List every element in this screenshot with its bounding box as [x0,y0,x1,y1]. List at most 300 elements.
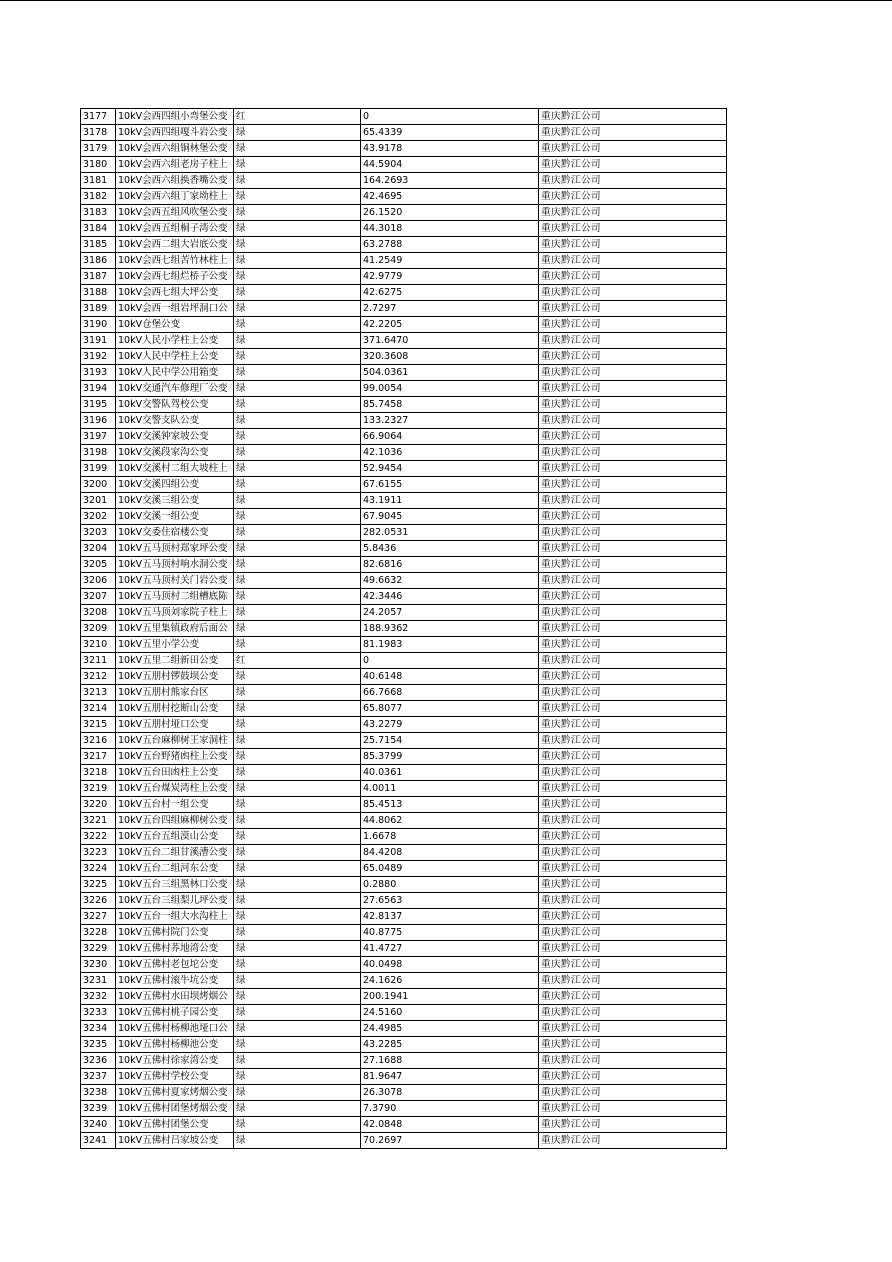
company-cell: 重庆黔江公司 [539,909,727,925]
table-row [81,813,727,829]
table-row [81,797,727,813]
table-row [81,605,727,621]
table-row [81,1037,727,1053]
status-cell: 绿 [234,733,361,749]
company-cell: 重庆黔江公司 [539,1133,727,1149]
row-id-cell: 3206 [81,573,116,589]
row-id-cell: 3223 [81,845,116,861]
row-id-cell: 3180 [81,157,116,173]
status-cell: 绿 [234,957,361,973]
row-id-cell: 3232 [81,989,116,1005]
value-cell: 70.2697 [361,1133,539,1149]
row-id-cell: 3217 [81,749,116,765]
row-id-cell: 3226 [81,893,116,909]
company-cell: 重庆黔江公司 [539,109,727,125]
transformer-name-cell: 10kV五佛村院门公变 [116,925,234,941]
transformer-name-cell: 10kV五台三组黑林口公变 [116,877,234,893]
company-cell: 重庆黔江公司 [539,957,727,973]
status-cell: 绿 [234,397,361,413]
row-id-cell: 3204 [81,541,116,557]
table-row [81,557,727,573]
row-id-cell: 3187 [81,269,116,285]
transformer-name-cell: 10kV交警支队公变 [116,413,234,429]
table-row [81,301,727,317]
status-cell: 绿 [234,413,361,429]
transformer-name-cell: 10kV人民小学柱上公变 [116,333,234,349]
value-cell: 24.5160 [361,1005,539,1021]
transformer-name-cell: 10kV五台二组甘溪漕公变 [116,845,234,861]
row-id-cell: 3224 [81,861,116,877]
company-cell: 重庆黔江公司 [539,733,727,749]
company-cell: 重庆黔江公司 [539,605,727,621]
table-row [81,685,727,701]
company-cell: 重庆黔江公司 [539,333,727,349]
value-cell: 26.3078 [361,1085,539,1101]
table-row [81,365,727,381]
transformer-name-cell: 10kV五马顶刘家院子柱上 [116,605,234,621]
table-body [81,109,727,1149]
company-cell: 重庆黔江公司 [539,157,727,173]
status-cell: 绿 [234,445,361,461]
table-row [81,957,727,973]
table-row [81,829,727,845]
transformer-name-cell: 10kV五佛村吕家坡公变 [116,1133,234,1149]
table-row [81,205,727,221]
company-cell: 重庆黔江公司 [539,1005,727,1021]
transformer-name-cell: 10kV会西一组岩坪洞口公 [116,301,234,317]
company-cell: 重庆黔江公司 [539,973,727,989]
status-cell: 绿 [234,781,361,797]
table-row [81,349,727,365]
value-cell: 27.1688 [361,1053,539,1069]
table-row [81,749,727,765]
value-cell: 42.9779 [361,269,539,285]
transformer-name-cell: 10kV交溪一组公变 [116,509,234,525]
status-cell: 绿 [234,685,361,701]
company-cell: 重庆黔江公司 [539,621,727,637]
table-row [81,125,727,141]
status-cell: 绿 [234,573,361,589]
value-cell: 43.1911 [361,493,539,509]
company-cell: 重庆黔江公司 [539,541,727,557]
status-cell: 绿 [234,605,361,621]
transformer-name-cell: 10kV交警队驾校公变 [116,397,234,413]
status-cell: 绿 [234,877,361,893]
table-row [81,381,727,397]
status-cell: 绿 [234,1085,361,1101]
row-id-cell: 3234 [81,1021,116,1037]
company-cell: 重庆黔江公司 [539,893,727,909]
transformer-name-cell: 10kV五佛村水田坝烤烟公 [116,989,234,1005]
value-cell: 7.3790 [361,1101,539,1117]
table-row [81,461,727,477]
row-id-cell: 3202 [81,509,116,525]
value-cell: 81.9647 [361,1069,539,1085]
value-cell: 5.8436 [361,541,539,557]
status-cell: 绿 [234,1053,361,1069]
value-cell: 0 [361,653,539,669]
status-cell: 绿 [234,157,361,173]
row-id-cell: 3235 [81,1037,116,1053]
table-row [81,653,727,669]
value-cell: 65.8077 [361,701,539,717]
value-cell: 24.1626 [361,973,539,989]
status-cell: 绿 [234,525,361,541]
value-cell: 49.6632 [361,573,539,589]
table-row [81,525,727,541]
company-cell: 重庆黔江公司 [539,765,727,781]
company-cell: 重庆黔江公司 [539,989,727,1005]
value-cell: 40.0361 [361,765,539,781]
value-cell: 43.2279 [361,717,539,733]
table-row [81,701,727,717]
transformer-name-cell: 10kV交委住宿楼公变 [116,525,234,541]
company-cell: 重庆黔江公司 [539,141,727,157]
company-cell: 重庆黔江公司 [539,365,727,381]
status-cell: 绿 [234,829,361,845]
status-cell: 绿 [234,1005,361,1021]
value-cell: 84.4208 [361,845,539,861]
table-row [81,1117,727,1133]
value-cell: 40.0498 [361,957,539,973]
table-row [81,1005,727,1021]
table-row [81,509,727,525]
company-cell: 重庆黔江公司 [539,1021,727,1037]
transformer-name-cell: 10kV五佛村老包坨公变 [116,957,234,973]
company-cell: 重庆黔江公司 [539,461,727,477]
company-cell: 重庆黔江公司 [539,557,727,573]
transformer-name-cell: 10kV五里二组新田公变 [116,653,234,669]
row-id-cell: 3196 [81,413,116,429]
table-row [81,109,727,125]
row-id-cell: 3214 [81,701,116,717]
value-cell: 66.7668 [361,685,539,701]
status-cell: 绿 [234,253,361,269]
status-cell: 红 [234,109,361,125]
value-cell: 282.0531 [361,525,539,541]
company-cell: 重庆黔江公司 [539,1069,727,1085]
transformer-name-cell: 10kV五台五组漠山公变 [116,829,234,845]
row-id-cell: 3231 [81,973,116,989]
row-id-cell: 3177 [81,109,116,125]
row-id-cell: 3228 [81,925,116,941]
company-cell: 重庆黔江公司 [539,429,727,445]
value-cell: 81.1983 [361,637,539,653]
value-cell: 0 [361,109,539,125]
status-cell: 绿 [234,941,361,957]
value-cell: 371.6470 [361,333,539,349]
row-id-cell: 3199 [81,461,116,477]
row-id-cell: 3221 [81,813,116,829]
row-id-cell: 3219 [81,781,116,797]
transformer-name-cell: 10kV五佛村徐家湾公变 [116,1053,234,1069]
value-cell: 66.9064 [361,429,539,445]
transformer-name-cell: 10kV五台三组梨儿坪公变 [116,893,234,909]
status-cell: 绿 [234,493,361,509]
status-cell: 绿 [234,589,361,605]
table-row [81,253,727,269]
row-id-cell: 3239 [81,1101,116,1117]
table-row [81,445,727,461]
value-cell: 42.0848 [361,1117,539,1133]
transformer-name-cell: 10kV交溪四组公变 [116,477,234,493]
status-cell: 绿 [234,861,361,877]
table-row [81,1101,727,1117]
table-row [81,477,727,493]
company-cell: 重庆黔江公司 [539,477,727,493]
transformer-name-cell: 10kV五里集镇政府后面公 [116,621,234,637]
row-id-cell: 3216 [81,733,116,749]
transformer-name-cell: 10kV五台一组大水沟柱上 [116,909,234,925]
table-row [81,893,727,909]
row-id-cell: 3192 [81,349,116,365]
status-cell: 绿 [234,797,361,813]
value-cell: 26.1520 [361,205,539,221]
value-cell: 320.3608 [361,349,539,365]
value-cell: 40.8775 [361,925,539,941]
status-cell: 绿 [234,317,361,333]
transformer-name-cell: 10kV五台二组河东公变 [116,861,234,877]
company-cell: 重庆黔江公司 [539,285,727,301]
row-id-cell: 3230 [81,957,116,973]
row-id-cell: 3241 [81,1133,116,1149]
row-id-cell: 3191 [81,333,116,349]
table-row [81,1085,727,1101]
company-cell: 重庆黔江公司 [539,829,727,845]
company-cell: 重庆黔江公司 [539,685,727,701]
company-cell: 重庆黔江公司 [539,701,727,717]
company-cell: 重庆黔江公司 [539,509,727,525]
table-row [81,925,727,941]
company-cell: 重庆黔江公司 [539,781,727,797]
value-cell: 200.1941 [361,989,539,1005]
table-row [81,397,727,413]
row-id-cell: 3194 [81,381,116,397]
company-cell: 重庆黔江公司 [539,925,727,941]
row-id-cell: 3205 [81,557,116,573]
transformer-name-cell: 10kV交通汽车修理厂公变 [116,381,234,397]
value-cell: 63.2788 [361,237,539,253]
row-id-cell: 3220 [81,797,116,813]
value-cell: 65.4339 [361,125,539,141]
value-cell: 67.9045 [361,509,539,525]
company-cell: 重庆黔江公司 [539,253,727,269]
table-row [81,765,727,781]
table-row [81,157,727,173]
company-cell: 重庆黔江公司 [539,669,727,685]
row-id-cell: 3179 [81,141,116,157]
status-cell: 绿 [234,237,361,253]
table-row [81,877,727,893]
transformer-name-cell: 10kV五朋村挖断山公变 [116,701,234,717]
transformer-name-cell: 10kV会西六组铜林堡公变 [116,141,234,157]
value-cell: 85.4513 [361,797,539,813]
row-id-cell: 3240 [81,1117,116,1133]
row-id-cell: 3215 [81,717,116,733]
value-cell: 42.8137 [361,909,539,925]
value-cell: 44.3018 [361,221,539,237]
company-cell: 重庆黔江公司 [539,445,727,461]
table-row [81,1069,727,1085]
row-id-cell: 3203 [81,525,116,541]
value-cell: 44.8062 [361,813,539,829]
table-row [81,669,727,685]
status-cell: 绿 [234,765,361,781]
transformer-name-cell: 10kV五佛村学校公变 [116,1069,234,1085]
company-cell: 重庆黔江公司 [539,813,727,829]
status-cell: 绿 [234,845,361,861]
company-cell: 重庆黔江公司 [539,637,727,653]
company-cell: 重庆黔江公司 [539,125,727,141]
table-row [81,781,727,797]
value-cell: 43.2285 [361,1037,539,1053]
value-cell: 188.9362 [361,621,539,637]
status-cell: 绿 [234,349,361,365]
status-cell: 绿 [234,1101,361,1117]
status-cell: 绿 [234,365,361,381]
transformer-name-cell: 10kV五马顶村响水洞公变 [116,557,234,573]
status-cell: 绿 [234,557,361,573]
transformer-name-cell: 10kV五佛村桃子园公变 [116,1005,234,1021]
company-cell: 重庆黔江公司 [539,941,727,957]
company-cell: 重庆黔江公司 [539,189,727,205]
value-cell: 44.5904 [361,157,539,173]
status-cell: 绿 [234,477,361,493]
row-id-cell: 3200 [81,477,116,493]
status-cell: 绿 [234,125,361,141]
status-cell: 绿 [234,1069,361,1085]
table-row [81,493,727,509]
value-cell: 42.3446 [361,589,539,605]
company-cell: 重庆黔江公司 [539,381,727,397]
status-cell: 绿 [234,1021,361,1037]
status-cell: 绿 [234,429,361,445]
row-id-cell: 3178 [81,125,116,141]
status-cell: 绿 [234,381,361,397]
status-cell: 绿 [234,669,361,685]
value-cell: 41.4727 [361,941,539,957]
transformer-name-cell: 10kV会西四组小弯堡公变 [116,109,234,125]
value-cell: 25.7154 [361,733,539,749]
transformer-name-cell: 10kV五台野猪凼柱上公变 [116,749,234,765]
table-row [81,573,727,589]
value-cell: 42.2205 [361,317,539,333]
company-cell: 重庆黔江公司 [539,1053,727,1069]
company-cell: 重庆黔江公司 [539,877,727,893]
company-cell: 重庆黔江公司 [539,845,727,861]
value-cell: 85.3799 [361,749,539,765]
table-row [81,1133,727,1149]
table-row [81,1053,727,1069]
transformer-name-cell: 10kV五马顶村郑家坪公变 [116,541,234,557]
row-id-cell: 3197 [81,429,116,445]
row-id-cell: 3185 [81,237,116,253]
transformer-name-cell: 10kV人民中学柱上公变 [116,349,234,365]
row-id-cell: 3208 [81,605,116,621]
status-cell: 绿 [234,461,361,477]
transformer-name-cell: 10kV五马顶村关门岩公变 [116,573,234,589]
value-cell: 2.7297 [361,301,539,317]
table-row [81,717,727,733]
value-cell: 0.2880 [361,877,539,893]
company-cell: 重庆黔江公司 [539,797,727,813]
row-id-cell: 3184 [81,221,116,237]
transformer-name-cell: 10kV五佛村夏家烤烟公变 [116,1085,234,1101]
row-id-cell: 3233 [81,1005,116,1021]
company-cell: 重庆黔江公司 [539,493,727,509]
company-cell: 重庆黔江公司 [539,1101,727,1117]
row-id-cell: 3222 [81,829,116,845]
table-row [81,285,727,301]
value-cell: 164.2693 [361,173,539,189]
row-id-cell: 3189 [81,301,116,317]
company-cell: 重庆黔江公司 [539,269,727,285]
status-cell: 绿 [234,621,361,637]
value-cell: 85.7458 [361,397,539,413]
row-id-cell: 3212 [81,669,116,685]
transformer-name-cell: 10kV会西二组大岩底公变 [116,237,234,253]
transformer-name-cell: 10kV会西五组风吹堡公变 [116,205,234,221]
value-cell: 133.2327 [361,413,539,429]
transformer-name-cell: 10kV五里小学公变 [116,637,234,653]
status-cell: 绿 [234,173,361,189]
table-row [81,909,727,925]
table-row [81,317,727,333]
row-id-cell: 3183 [81,205,116,221]
value-cell: 67.6155 [361,477,539,493]
table-row [81,173,727,189]
status-cell: 红 [234,653,361,669]
value-cell: 52.9454 [361,461,539,477]
table-row [81,621,727,637]
transformer-name-cell: 10kV会西七组烂桥子公变 [116,269,234,285]
company-cell: 重庆黔江公司 [539,349,727,365]
transformer-name-cell: 10kV五佛村团堡烤烟公变 [116,1101,234,1117]
table-row [81,541,727,557]
status-cell: 绿 [234,1133,361,1149]
table-row [81,221,727,237]
status-cell: 绿 [234,509,361,525]
transformer-name-cell: 10kV五朋村熊家台区 [116,685,234,701]
row-id-cell: 3211 [81,653,116,669]
row-id-cell: 3188 [81,285,116,301]
company-cell: 重庆黔江公司 [539,317,727,333]
table-row [81,413,727,429]
status-cell: 绿 [234,925,361,941]
status-cell: 绿 [234,189,361,205]
table-row [81,637,727,653]
company-cell: 重庆黔江公司 [539,1117,727,1133]
company-cell: 重庆黔江公司 [539,861,727,877]
table-row [81,589,727,605]
transformer-name-cell: 10kV会西七组大坪公变 [116,285,234,301]
value-cell: 82.6816 [361,557,539,573]
table-row [81,141,727,157]
row-id-cell: 3218 [81,765,116,781]
value-cell: 40.6148 [361,669,539,685]
status-cell: 绿 [234,301,361,317]
status-cell: 绿 [234,221,361,237]
table-row [81,429,727,445]
transformer-name-cell: 10kV人民中学公用箱变 [116,365,234,381]
table-row [81,973,727,989]
transformer-name-cell: 10kV会西六组丁家坳柱上 [116,189,234,205]
row-id-cell: 3229 [81,941,116,957]
value-cell: 99.0054 [361,381,539,397]
status-cell: 绿 [234,205,361,221]
status-cell: 绿 [234,285,361,301]
row-id-cell: 3198 [81,445,116,461]
